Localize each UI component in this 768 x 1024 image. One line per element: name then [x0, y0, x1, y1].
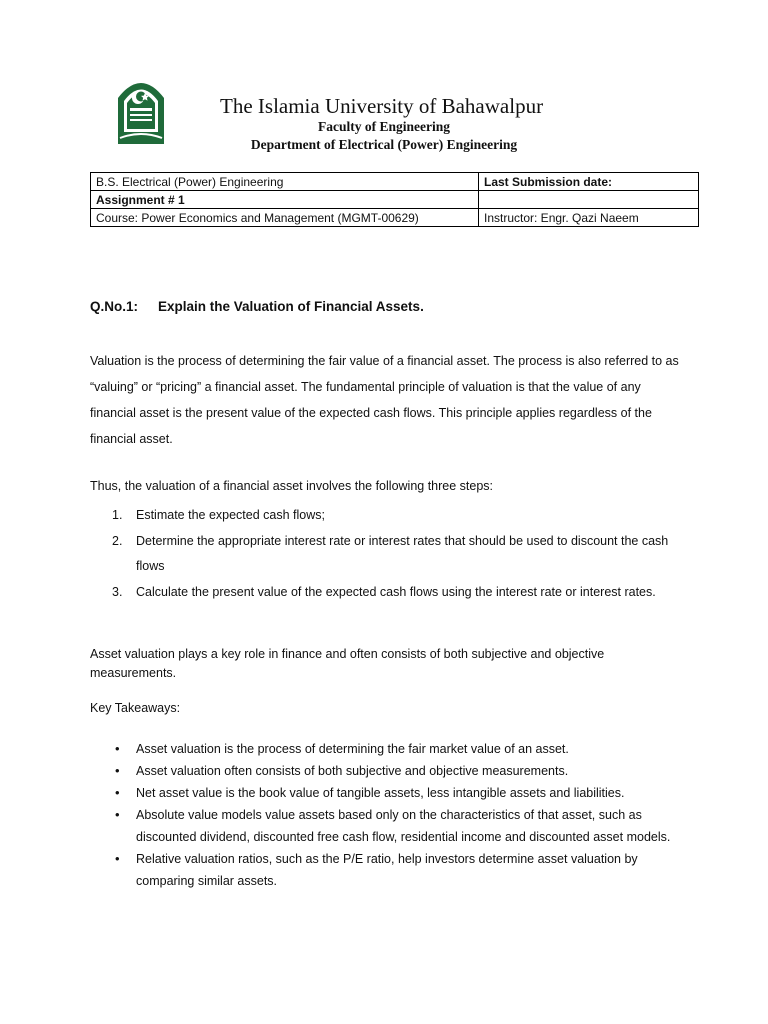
key-takeaways-list: [112, 738, 692, 892]
paragraph-asset-valuation: Asset valuation plays a key role in finance and often consists of both subjective and objective measurements.: [90, 647, 605, 680]
instructor-cell: Instructor: Engr. Qazi Naeem: [479, 209, 699, 227]
bullet-text: Absolute value models value assets based only on the characteristics of that asset, such as discounted dividend, discounted free cash flow, residential income and discounted asset models.: [136, 808, 671, 844]
step-number: 1.: [112, 508, 123, 522]
list-item: [112, 738, 692, 760]
assignment-cell: Assignment # 1: [91, 191, 479, 209]
list-item: [112, 529, 692, 580]
university-name: The Islamia University of Bahawalpur: [220, 94, 544, 118]
bullet-text: Asset valuation is the process of determining the fair market value of an asset.: [136, 742, 569, 756]
faculty-name: Faculty of Engineering: [318, 119, 450, 134]
bullet-text: Asset valuation often consists of both subjective and objective measurements.: [136, 764, 569, 778]
bullet-text: Relative valuation ratios, such as the P/E ratio, help investors determine asset valuation by comparing similar assets.: [136, 852, 638, 888]
bullet-icon: •: [115, 851, 120, 866]
step-number: 2.: [112, 533, 123, 548]
program-cell: B.S. Electrical (Power) Engineering: [91, 173, 479, 191]
list-item: [112, 503, 692, 529]
bullet-icon: •: [115, 807, 120, 822]
question-text: Explain the Valuation of Financial Assets.: [158, 299, 424, 314]
list-item: [112, 848, 692, 892]
paragraph-valuation-definition: Valuation is the process of determining the fair value of a financial asset. The process is also referred to as “valuing” or “pricing” a financial asset. The fundamental principle of valuation is that the value of any financial asset is the present value of the expected cash flows. This principle applies regardless of the financial asset.: [90, 354, 679, 446]
step-text: Calculate the present value of the expected cash flows using the interest rate or interest rates.: [136, 584, 656, 599]
assignment-info-table: [90, 172, 699, 227]
submission-date-cell: Last Submission date:: [479, 173, 699, 191]
bullet-icon: •: [115, 763, 120, 778]
list-item: [112, 580, 692, 606]
list-item: [112, 782, 692, 804]
table-row: [91, 209, 699, 227]
department-name: Department of Electrical (Power) Engineering: [250, 137, 518, 152]
bullet-icon: •: [115, 785, 120, 800]
assignment-right-cell: [479, 191, 699, 209]
paragraph-steps-intro: Thus, the valuation of a financial asset involves the following three steps:: [90, 479, 494, 493]
table-row: [91, 173, 699, 191]
list-item: [112, 760, 692, 782]
list-item: [112, 804, 692, 848]
course-cell: Course: Power Economics and Management (MGMT-00629): [91, 209, 479, 227]
step-text: Determine the appropriate interest rate or interest rates that should be used to discount the cash flows: [136, 533, 669, 573]
bullet-text: Net asset value is the book value of tangible assets, less intangible assets and liabilities.: [136, 786, 625, 800]
bullet-icon: •: [115, 741, 120, 756]
question-heading: [90, 299, 424, 314]
table-row: [91, 191, 699, 209]
key-takeaways-heading: Key Takeaways:: [90, 701, 181, 715]
question-number: Q.No.1:: [90, 299, 139, 314]
step-text: Estimate the expected cash flows;: [136, 508, 325, 522]
step-number: 3.: [112, 584, 123, 599]
valuation-steps-list: [112, 503, 692, 605]
